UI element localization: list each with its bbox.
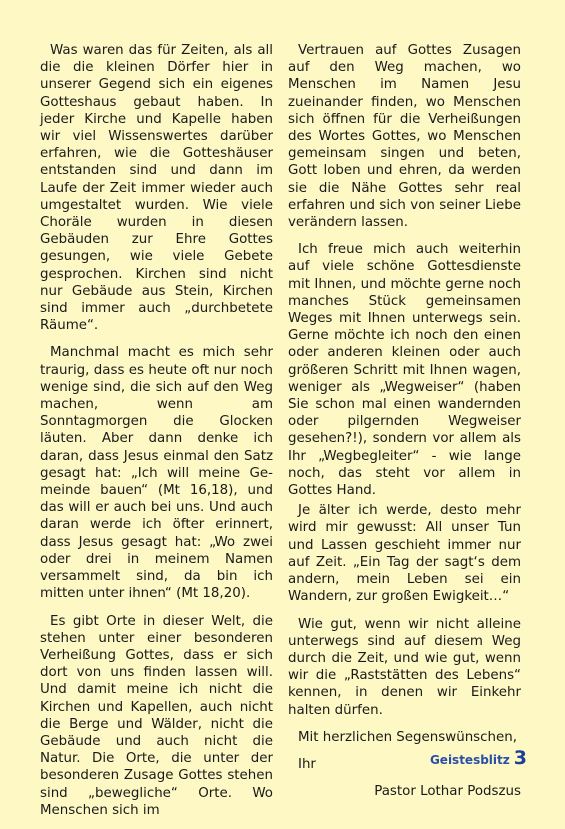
right-column (288, 42, 521, 810)
signoff-closing: Ihr (298, 756, 316, 772)
paragraph-rest-stops: Wie gut, wenn wir nicht alleine unterwegs sind auf diesem Weg durch die Zeit, und wie gut, wenn wir die „Raststätten des Lebens“ kennen, in denen wir Einkehr halten dürfen. (288, 616, 521, 718)
paragraph-trust: Vertrauen auf Gottes Zusagen auf den Weg machen, wo Menschen im Namen Jesu zueinander finden, wo Menschen sich öffnen für die Verheißungen des Wortes Gottes, wo Menschen gemeinsam singen und beten, Gott loben und ehren, da werden sie die Nähe Gottes sehr real erfahren und sich von seiner Liebe verändern lassen. (288, 43, 521, 231)
signoff-greeting: Mit herzlichen Segenswünschen, (298, 729, 517, 745)
paragraph-time: Je älter ich werde, desto mehr wird mir gewusst: All unser Tun und Lassen geschieht immer nur auf Zeit. „Ein Tag der sagt‘s dem andern, mein Leben sei ein Wandern, zur großen Ewigkeit…“ (288, 503, 521, 605)
signoff-author: Pastor Lothar Podszus (374, 784, 521, 800)
left-column (40, 42, 273, 829)
page-number: 3 (513, 747, 527, 769)
paragraph-sunday: Manchmal macht es mich sehr traurig, dass es heute oft nur noch wenige sind, die sich auf den Weg machen, wenn am Sonntagmorgen die Glocken läuten. Aber dann denke ich daran, dass Jesus einmal den Satz gesagt hat: „Ich will meine Gemeinde bauen“ (Mt 16,18), und das will er auch bei uns. Und auch daran werde ich öfter erinnert, dass Jesus gesagt hat: „Wo zwei oder drei in meinem Namen versammelt sind, da bin ich mitten unter ihnen“ (Mt 18,20). (40, 345, 273, 602)
paragraph-places: Es gibt Orte in dieser Welt, die stehen unter einer besonderen Verheißung Gottes, dass er sich dort von uns finden lassen will. Und damit meine ich nicht die Kirchen und Kapellen, auch nicht die Berge und Wälder, nicht die Gebäude und auch nicht die Natur. Die Orte, die unter der besonderen Zusage Gottes stehen sind „bewegliche“ Orte. Wo Menschen sich im (40, 613, 273, 818)
page-footer (430, 747, 527, 769)
paragraph-churches: Was waren das für Zeiten, als all die die kleinen Dörfer hier in unserer Gegend sich ein eigenes Gotteshaus gebaut haben. In jeder Kirche und Kapelle haben wir viel Wissenswertes darüber erfahren, wie die Gotteshäuser entstanden sind und dann im Laufe der Zeit immer wieder auch umgestaltet wurden. Wie viele Choräle wurden in diesen Gebäuden zur Ehre Gottes gesungen, wie viele Gebete gesprochen. Kirchen sind nicht nur Gebäude aus Stein, Kirchen sind immer auch „durchbetete Räume“. (40, 43, 273, 334)
paragraph-services: Ich freue mich auch weiterhin auf viele schöne Gottesdienste mit Ihnen, und möchte gerne noch manches Stück gemeinsamen Weges mit Ihnen unterwegs sein. Gerne möchte ich noch den einen oder anderen kleinen oder auch größeren Schritt mit Ihnen wagen, weniger als „Wegweiser“ (haben Sie schon mal einen wandernden oder pilgernden Wegweiser gesehen?!), sondern vor allem als Ihr „Wegbegleiter“ - wie lange noch, das steht vor allem in Gottes Hand. (288, 242, 521, 499)
magazine-name: Geistesblitz (429, 753, 510, 767)
